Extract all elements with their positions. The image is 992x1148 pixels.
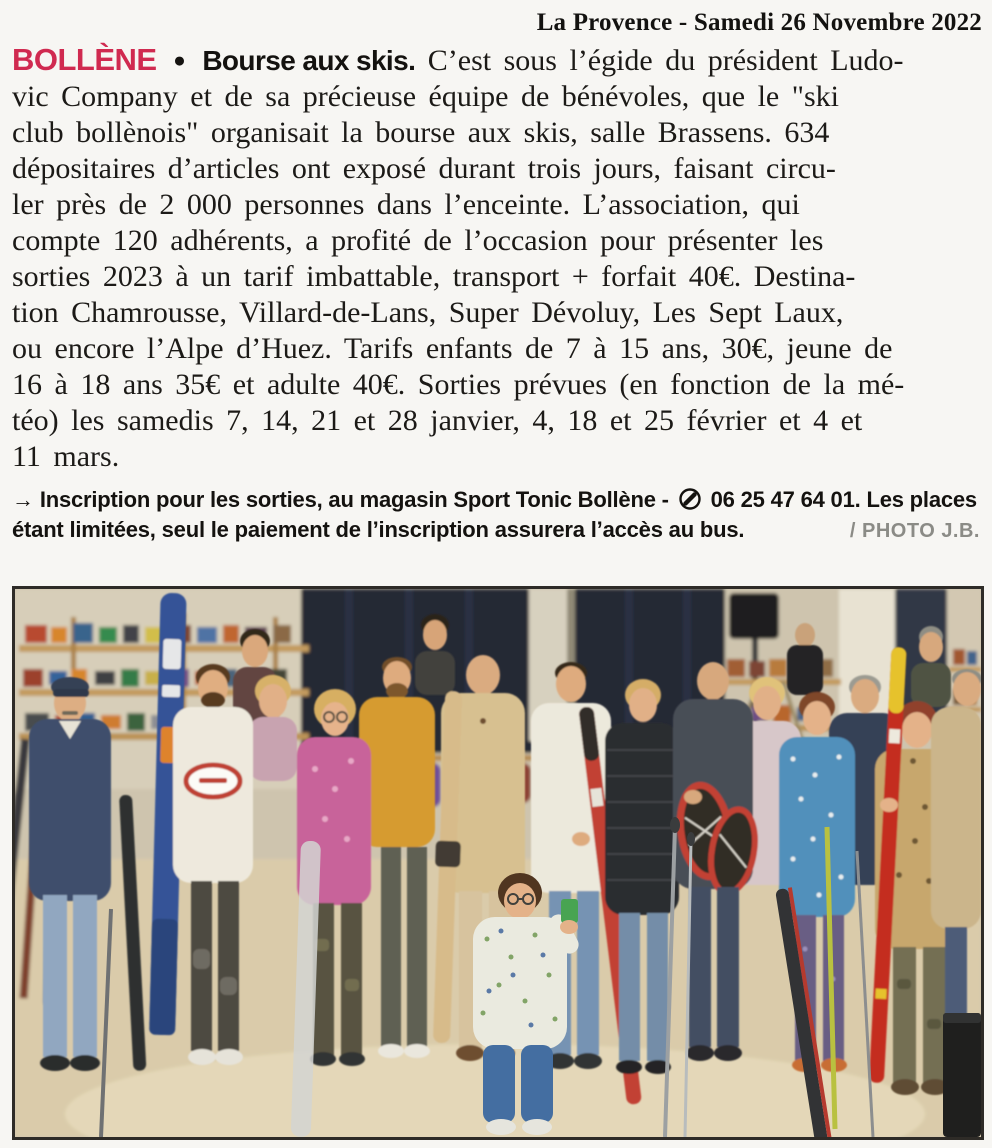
group-photo-illustration bbox=[15, 589, 981, 1137]
arrow-icon: → bbox=[12, 487, 34, 512]
bullet-separator-icon: ● bbox=[173, 49, 186, 72]
kicker-block bbox=[12, 485, 982, 546]
article-line: téo) les samedis 7, 14, 21 et 28 janvier, 4, 18 et 25 février et 4 et bbox=[12, 404, 863, 437]
article-line: 16 à 18 ans 35€ et adulte 40€. Sorties prévues (en fonction de la mé- bbox=[12, 368, 905, 401]
photo-credit: / PHOTO J.B. bbox=[849, 520, 980, 542]
article-line bbox=[12, 42, 982, 79]
article-line: compte 120 adhérents, a profité de l’occasion pour présenter les bbox=[12, 224, 824, 257]
kicker-line bbox=[12, 515, 982, 546]
article-lead-text: C’est sous l’égide du président Ludo- bbox=[427, 44, 904, 77]
article-line: dépositaires d’articles ont exposé durant trois jours, faisant circu- bbox=[12, 152, 836, 185]
article-photo bbox=[12, 586, 984, 1140]
article-line: ler près de 2 000 personnes dans l’enceinte. L’association, qui bbox=[12, 188, 800, 221]
photo-foreground bbox=[15, 589, 981, 1137]
city-label: BOLLÈNE bbox=[12, 42, 157, 77]
article-line: 11 mars. bbox=[12, 440, 120, 473]
masthead-dateline: La Provence - Samedi 26 Novembre 2022 bbox=[536, 9, 982, 36]
kicker-text: étant limitées, seul le paiement de l’inscription assurera l’accès au bus. bbox=[12, 517, 745, 542]
article-body bbox=[12, 42, 982, 475]
phone-number: 06 25 47 64 01. Les places bbox=[710, 487, 977, 512]
article-line: sorties 2023 à un tarif imbattable, transport + forfait 40€. Destina- bbox=[12, 260, 856, 293]
article-line: ou encore l’Alpe d’Huez. Tarifs enfants de 7 à 15 ans, 30€, jeune de bbox=[12, 332, 893, 365]
article-line: vic Company et de sa précieuse équipe de bénévoles, que le "ski bbox=[12, 80, 839, 113]
kicker-line bbox=[12, 485, 982, 515]
phone-icon bbox=[678, 487, 702, 511]
article-line: club bollènois" organisait la bourse aux skis, salle Brassens. 634 bbox=[12, 116, 830, 149]
kicker-text: Inscription pour les sorties, au magasin Sport Tonic Bollène - bbox=[39, 487, 669, 512]
article-line: tion Chamrousse, Villard-de-Lans, Super Dévoluy, Les Sept Laux, bbox=[12, 296, 844, 329]
article-rubric: Bourse aux skis. bbox=[202, 45, 416, 76]
